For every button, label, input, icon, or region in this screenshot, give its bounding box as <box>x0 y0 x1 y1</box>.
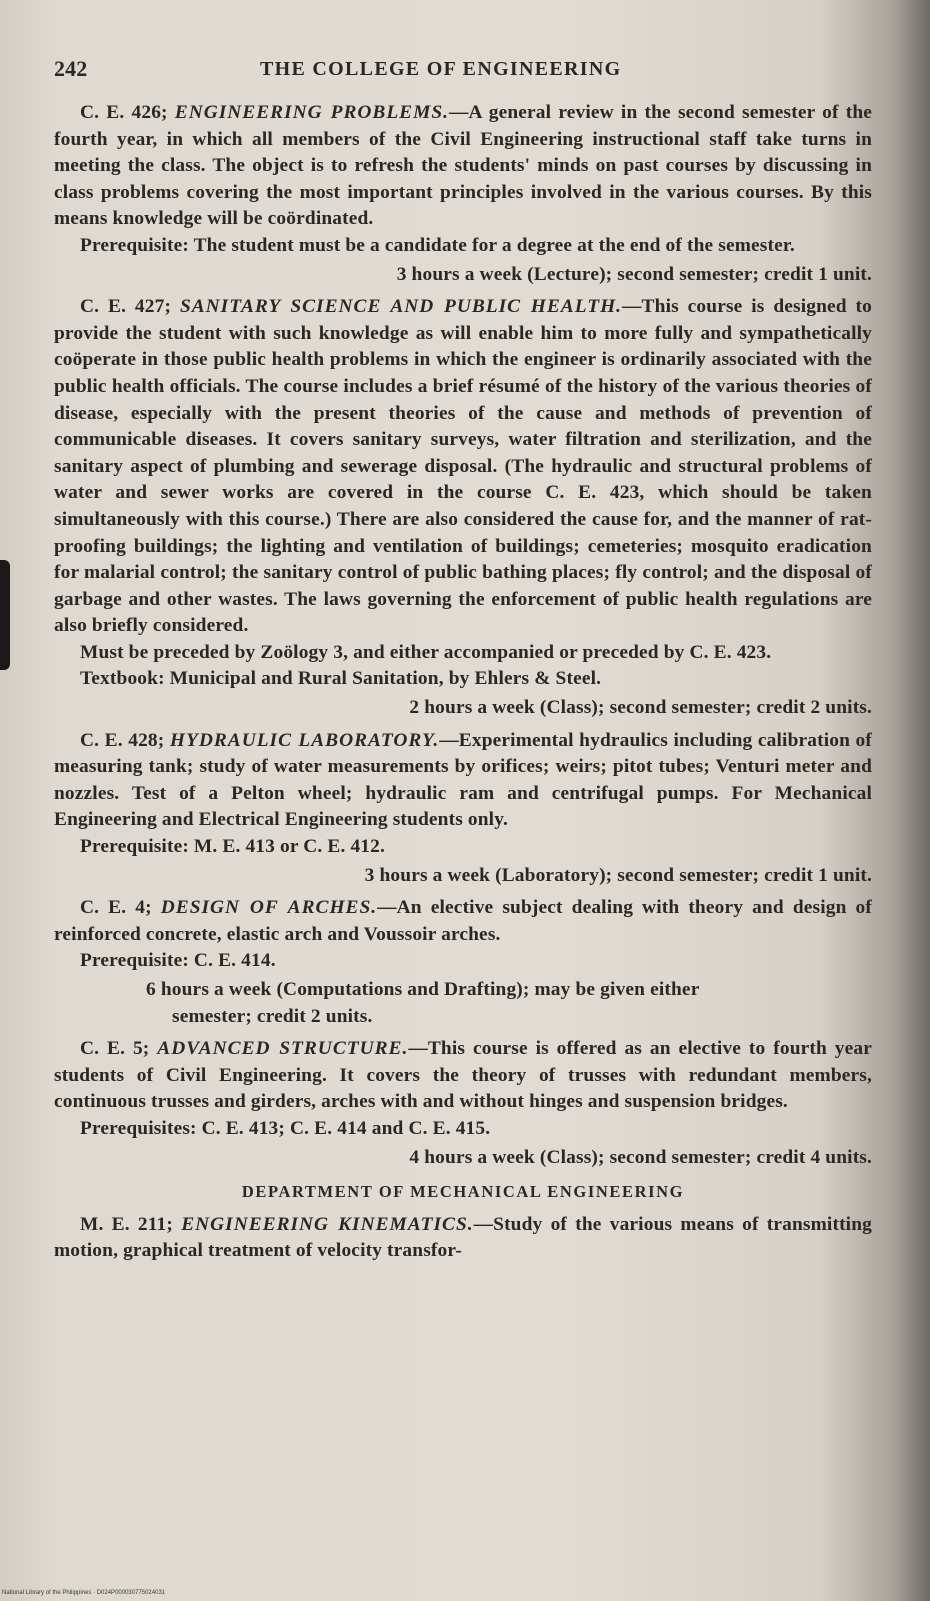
course-text: —Study of the various means of transmitting motion, graphical treatment of velocity transfor- <box>54 1213 872 1262</box>
course-title: ADVANCED STRUCTURE. <box>157 1038 409 1060</box>
course-title: ENGINEERING KINEMATICS. <box>181 1213 474 1235</box>
library-footer-note: National Library of the Philippines · D024P000030775024031 <box>2 1590 166 1596</box>
course-title: DESIGN OF ARCHES. <box>160 897 378 919</box>
binding-shadow <box>0 560 10 670</box>
course-text: —Experimental hydraulics including calibration of measuring tank; study of water measurements by orifices; weirs; pitot tubes; Venturi meter and nozzles. Test of a Pelton wheel; hydraulic ram and centrifugal pumps. For Mechanical Engineering and Electrical Engineering students only. <box>54 729 873 831</box>
course-ce-427 <box>54 294 872 722</box>
course-ce-428 <box>54 728 872 890</box>
course-text: —A general review in the second semester of the fourth year, in which all members of the Civil Engineering instructional staff take turns in meeting the class. The object is to refresh the students' minds on past courses by discussing in class problems covering the most important principles involved in the various courses. By this means knowledge will be coördinated. <box>54 102 873 230</box>
course-text: —An elective subject dealing with theory and design of reinforced concrete, elastic arch and Voussoir arches. <box>54 897 872 945</box>
course-prerequisite: Prerequisite: C. E. 414. <box>80 950 276 972</box>
course-description <box>54 294 872 640</box>
course-title: SANITARY SCIENCE AND PUBLIC HEALTH. <box>179 296 623 318</box>
department-heading: DEPARTMENT OF MECHANICAL ENGINEERING <box>241 1182 685 1202</box>
page-content <box>54 56 872 1265</box>
page-header <box>54 56 872 90</box>
course-text: —This course is offered as an elective to fourth year students of Civil Engineering. It covers the theory of trusses with redundant members, continuous trusses and girders, arches with and without hinges and suspension bridges. <box>54 1038 872 1113</box>
course-hours: 2 hours a week (Class); second semester; credit 2 units. <box>409 697 872 719</box>
course-prerequisite: Prerequisite: The student must be a candidate for a degree at the end of the semester. <box>80 234 795 256</box>
course-hours: 4 hours a week (Class); second semester; credit 4 units. <box>409 1146 872 1168</box>
course-prerequisite: Prerequisite: M. E. 413 or C. E. 412. <box>80 836 385 858</box>
course-title: ENGINEERING PROBLEMS. <box>174 102 449 123</box>
course-code: C. E. 4; <box>80 897 152 919</box>
course-prerequisite: Prerequisites: C. E. 413; C. E. 414 and C. E. 415. <box>80 1117 491 1139</box>
course-ce-5 <box>54 1036 872 1171</box>
course-code: C. E. 427; <box>80 296 172 318</box>
course-code: C. E. 428; <box>80 729 165 751</box>
course-me-211 <box>54 1212 872 1265</box>
course-hours-line-2: semester; credit 2 units. <box>172 1005 373 1027</box>
course-ce-4 <box>54 895 872 1030</box>
course-hours: 3 hours a week (Lecture); second semester; credit 1 unit. <box>396 263 872 285</box>
course-code: C. E. 5; <box>80 1038 150 1060</box>
course-code: C. E. 426; <box>80 102 168 123</box>
course-code: M. E. 211; <box>80 1213 174 1235</box>
course-description <box>54 1212 872 1265</box>
course-textbook: Textbook: Municipal and Rural Sanitation, by Ehlers & Steel. <box>80 668 602 690</box>
course-description <box>54 100 872 233</box>
course-description <box>54 1036 872 1116</box>
course-description <box>54 895 872 948</box>
page-number: 242 <box>54 56 88 81</box>
course-hours-line-1: 6 hours a week (Computations and Drafting); may be given either <box>146 979 700 1000</box>
course-hours <box>54 977 872 1030</box>
course-hours: 3 hours a week (Laboratory); second semester; credit 1 unit. <box>364 864 872 886</box>
course-prerequisite: Must be preceded by Zoölogy 3, and either accompanied or preceded by C. E. 423. <box>80 641 772 663</box>
course-text: —This course is designed to provide the student with such knowledge as will enable him to more fully and sympathetically coöperate in those public health problems in which the engineer is ordinarily associated with the public health officials. The course includes a brief résumé of the history of the various theories of disease, especially with the present theories of the cause and methods of prevention of communicable diseases. It covers sanitary surveys, water filtration and sterilization, and the sanitary aspect of plumbing and sewerage disposal. (The hydraulic and structural problems of water and sewer works are covered in the course C. E. 423, which should be taken simultaneously with this course.) There are also considered the cause for, and the manner of rat-proofing buildings; the lighting and ventilation of buildings; cemeteries; mosquito eradication for malarial control; the sanitary control of public bathing places; fly control; and the disposal of garbage and other wastes. The laws governing the enforcement of public health regulations are also briefly considered. <box>54 296 873 637</box>
course-title: HYDRAULIC LABORATORY. <box>169 729 440 751</box>
course-description <box>54 728 872 834</box>
running-title: THE COLLEGE OF ENGINEERING <box>260 58 622 80</box>
course-ce-426 <box>54 100 872 288</box>
